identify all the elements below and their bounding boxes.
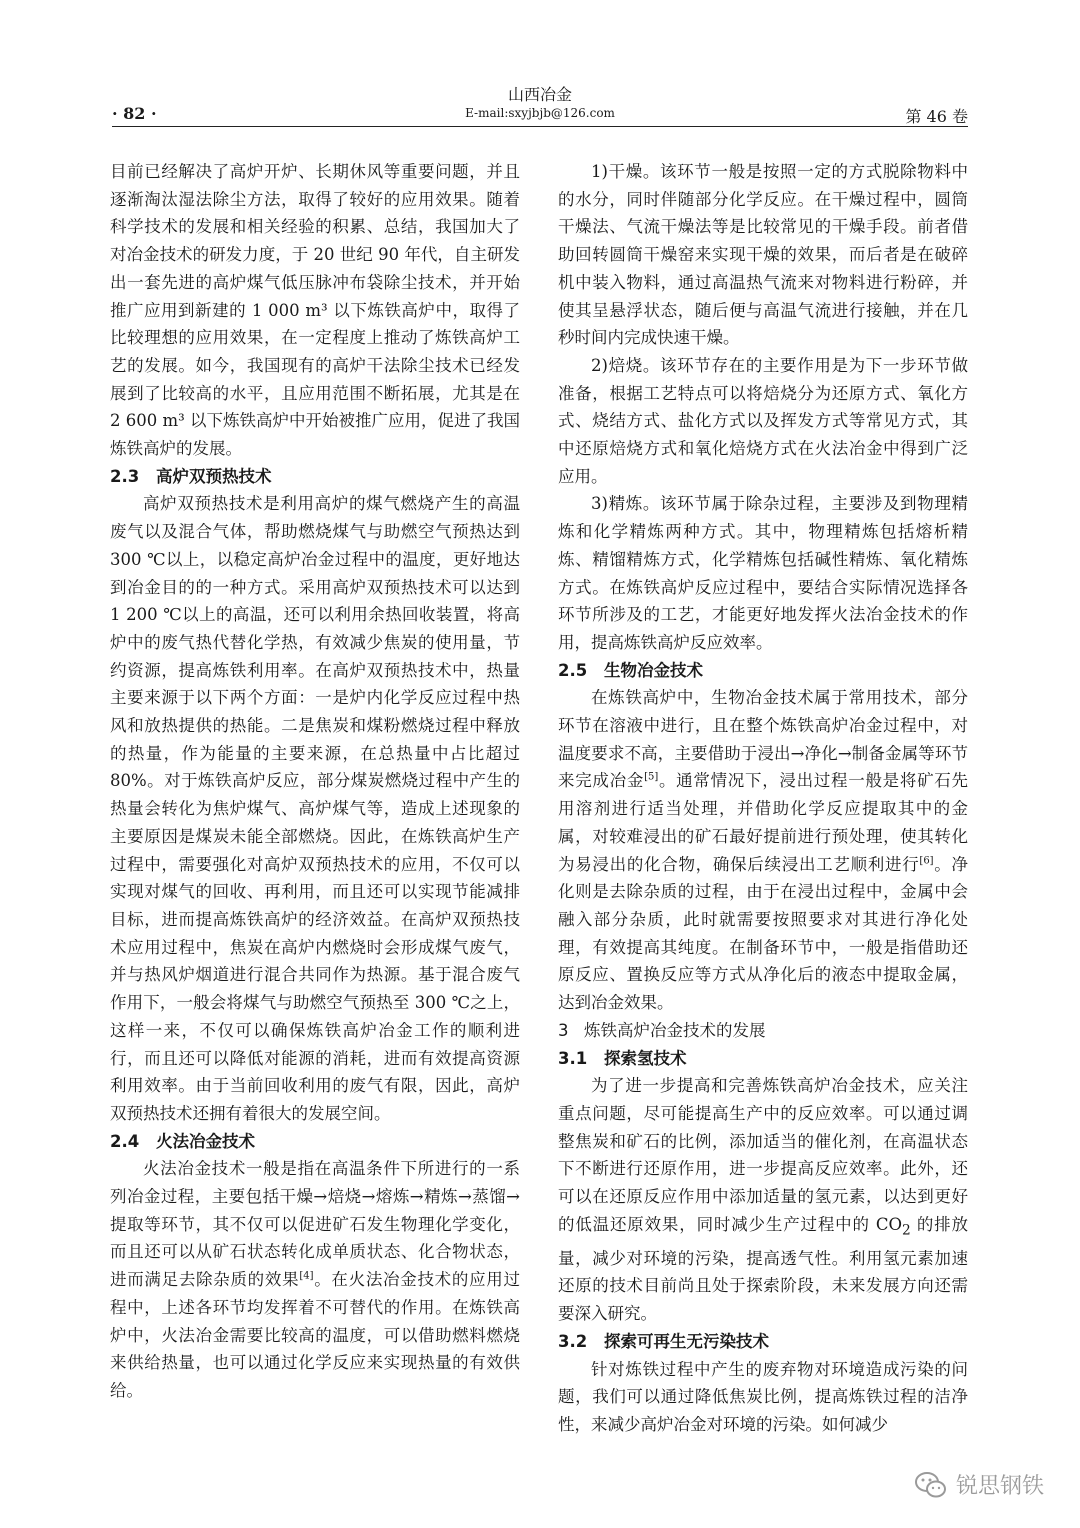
citation-ref: [6] <box>919 855 934 867</box>
paragraph: 1)干燥。该环节一般是按照一定的方式脱除物料中的水分，同时伴随部分化学反应。在干燥过程中，圆筒干燥法、气流干燥法等是比较常见的干燥手段。前者借助回转圆筒干燥窑来实现干燥的效果，而后者是在破碎机中装入物料，通过高温热气流来对物料进行粉碎，并使其呈悬浮状态，随后便与高温气流进行接触，并在几秒时间内完成快速干燥。 <box>558 162 968 348</box>
paragraph-text: 。净化则是去除杂质的过程，由于在浸出过程中，金属中会融入部分杂质，此时就需要按照要求对其进行净化处理，有效提高其纯度。在制备环节中，一般是指借助还原反应、置换反应等方式从净化后的液态中提取金属，达到冶金效果。 <box>558 854 969 1013</box>
paragraph-text: 。通常情况下，浸出过程一般是将矿石先用溶剂进行适当处理，并借助化学反应提取其中的金属，对较难浸出的矿石最好提前进行预处理，使其转化为易浸出的化合物，确保后续浸出工艺顺利进行 <box>558 771 969 874</box>
section-number: 2.5 <box>558 660 588 680</box>
section-heading-3 <box>558 1017 968 1045</box>
page-header <box>112 86 968 126</box>
paragraph-text: 在炼铁高炉中，生物冶金技术属于常用技术，部分环节在溶液中进行，且在整个炼铁高炉冶金过程中，对温度要求不高，主要借助于浸出→净化→制备金属等环节来完成冶金 <box>558 688 968 791</box>
left-column <box>110 158 520 1405</box>
paragraph-text: 的排放量，减少对环境的污染，提高透气性。利用氢元素加速还原的技术目前尚且处于探索阶段，未来发展方向还需要深入研究。 <box>558 1214 968 1324</box>
section-number: 2.4 <box>110 1131 140 1151</box>
paragraph-text: 为了进一步提高和完善炼铁高炉冶金技术，应关注重点问题，尽可能提高生产中的反应效率。可以通过调整焦炭和矿石的比例，添加适当的催化剂，在高温状态下不断进行还原作用，进一步提高反应效率。此外，还可以在还原反应作用中添加适量的氢元素，以达到更好的低温还原效果，同时减少生产过程中的 CO <box>558 1076 968 1234</box>
section-number: 2.3 <box>110 466 140 486</box>
header-rule <box>112 126 968 127</box>
paragraph: 针对炼铁过程中产生的废弃物对环境造成污染的问题，我们可以通过降低焦炭比例，提高炼铁过程的洁净性，来减少高炉冶金对环境的污染。如何减少 <box>558 1359 968 1434</box>
wechat-icon <box>914 1470 948 1500</box>
section-title: 探索氢技术 <box>604 1048 687 1068</box>
paragraph-text: 。在火法冶金技术的应用过程中，上述各环节均发挥着不可替代的作用。在炼铁高炉中，火法冶金需要比较高的温度，可以借助燃料燃烧来供给热量，也可以通过化学反应来实现热量的有效供给。 <box>110 1270 521 1400</box>
section-number: 3 <box>558 1020 569 1040</box>
section-title: 生物冶金技术 <box>604 660 703 680</box>
paragraph <box>110 1155 520 1404</box>
page-number: · 82 · <box>112 104 157 123</box>
paragraph-text: 火法冶金技术一般是指在高温条件下所进行的一系列冶金过程，主要包括干燥→焙烧→熔炼→精炼→蒸馏→提取等环节，其不仅可以促进矿石发生物理化学变化，而且还可以从矿石状态转化成单质状态、化合物状态，进而满足去除杂质的效果 <box>110 1159 520 1290</box>
section-title: 炼铁高炉冶金技术的发展 <box>584 1020 766 1040</box>
header-center <box>112 86 968 122</box>
section-title: 火法冶金技术 <box>156 1131 255 1151</box>
watermark-text: 锐思钢铁 <box>955 1474 1044 1499</box>
citation-ref: [5] <box>644 771 659 783</box>
section-heading-3-1 <box>558 1045 968 1073</box>
section-heading-3-2 <box>558 1328 968 1356</box>
section-title: 高炉双预热技术 <box>156 466 272 486</box>
paragraph: 目前已经解决了高炉开炉、长期休风等重要问题，并且逐渐淘汰湿法除尘方法，取得了较好的应用效果。随着科学技术的发展和相关经验的积累、总结，我国加大了对冶金技术的研发力度，于 20 世纪 90 年代，自主研发出一套先进的高炉煤气低压脉冲布袋除尘技术，并开始推广应用到新建的 1 000 m³ 以下炼铁高炉中，取得了比较理想的应用效果，在一定程度上推动了炼铁高炉工艺的发展。如今，我国现有的高炉干法除尘技术已经发展到了比较高的水平，且应用范围不断拓展，尤其是在 2 600 m³ 以下炼铁高炉中开始被推广应用，促进了我国炼铁高炉的发展。 <box>110 162 520 459</box>
paragraph: 2)焙烧。该环节存在的主要作用是为下一步环节做准备，根据工艺特点可以将焙烧分为还原方式、氧化方式、烧结方式、盐化方式以及挥发方式等常见方式，其中还原焙烧方式和氧化焙烧方式在火法冶金中得到广泛应用。 <box>558 355 968 486</box>
section-number: 3.2 <box>558 1331 588 1351</box>
paragraph: 3)精炼。该环节属于除杂过程，主要涉及到物理精炼和化学精炼两种方式。其中，物理精炼包括熔析精炼、精馏精炼方式，化学精炼包括碱性精炼、氧化精炼方式。在炼铁高炉反应过程中，要结合实际情况选择各环节所涉及的工艺，才能更好地发挥火法冶金技术的作用，提高炼铁高炉反应效率。 <box>558 494 968 652</box>
paragraph <box>558 684 968 1016</box>
journal-email: E-mail:sxyjbjb@126.com <box>465 106 615 120</box>
section-heading-2-5 <box>558 657 968 685</box>
section-title: 探索可再生无污染技术 <box>604 1331 769 1351</box>
paragraph <box>558 1072 968 1328</box>
watermark <box>914 1469 1044 1500</box>
right-column <box>558 158 968 1439</box>
section-number: 3.1 <box>558 1048 588 1068</box>
citation-ref: [4] <box>299 1270 314 1282</box>
subscript: 2 <box>902 1222 911 1239</box>
volume-label: 第 46 卷 <box>905 107 968 126</box>
section-heading-2-3 <box>110 463 520 491</box>
section-heading-2-4 <box>110 1128 520 1156</box>
paragraph: 高炉双预热技术是利用高炉的煤气燃烧产生的高温废气以及混合气体，帮助燃烧煤气与助燃空气预热达到 300 ℃以上，以稳定高炉冶金过程中的温度，更好地达到冶金目的的一种方式。采用高炉双预热技术可以达到 1 200 ℃以上的高温，还可以利用余热回收装置，将高炉中的废气热代替化学热，有效减少焦炭的使用量，节约资源，提高炼铁利用率。在高炉双预热技术中，热量主要来源于以下两个方面：一是炉内化学反应过程中热风和放热提供的热能。二是焦炭和煤粉燃烧过程中释放的热量，作为能量的主要来源，在总热量中占比超过 80%。对于炼铁高炉反应，部分煤炭燃烧过程中产生的热量会转化为焦炉煤气、高炉煤气等，造成上述现象的主要原因是煤炭未能全部燃烧。因此，在炼铁高炉生产过程中，需要强化对高炉双预热技术的应用，不仅可以实现对煤气的回收、再利用，而且还可以实现节能减排目标，进而提高炼铁高炉的经济效益。在高炉双预热技术应用过程中，焦炭在高炉内燃烧时会形成煤气废气，并与热风炉烟道进行混合共同作为热源。基于混合废气作用下，一般会将煤气与助燃空气预热至 300 ℃之上，这样一来，不仅可以确保炼铁高炉冶金工作的顺利进行，而且还可以降低对能源的消耗，进而有效提高资源利用效率。由于当前回收利用的废气有限，因此，高炉双预热技术还拥有着很大的发展空间。 <box>110 494 520 1123</box>
journal-title: 山西冶金 <box>507 85 572 104</box>
